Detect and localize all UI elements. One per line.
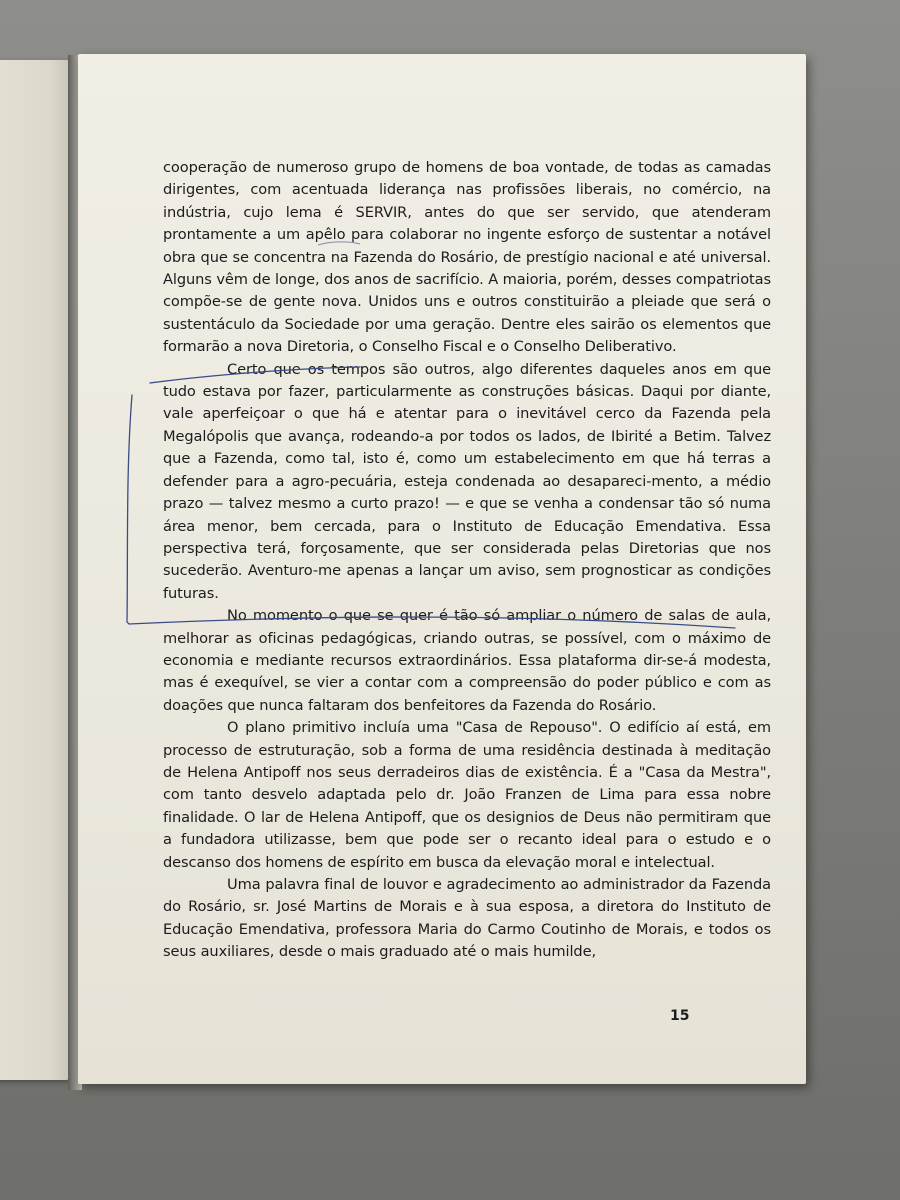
pen-underline — [318, 242, 360, 245]
paragraph-3: No momento o que se quer é tão só ampliar o número de salas de aula, melhorar as oficinas pedagógicas, criando outras, se possível, com o máximo de economia e mediante recursos extraordinários. Essa plataforma dir-se-á modesta, mas é exequível, se vier a contar com a compreensão do poder público e com as doações que nunca faltaram dos benfeitores da Fazenda do Rosário. — [163, 607, 771, 714]
paragraph-1: cooperação de numeroso grupo de homens de boa vontade, de todas as camadas dirigentes, com acentuada liderança nas profissões liberais, no comércio, na indústria, cujo lema é SERVIR, antes do que ser servido, que atenderam prontamente a um apêlo para colaborar no ingente esforço de sustentar a notável obra que se concentra na Fazenda do Rosário, de prestígio nacional e até universal. Alguns vêm de longe, dos anos de sacrifício. A maioria, porém, desses compatriotas compõe-se de gente nova. Unidos uns e outros constituirão a pleiade que será o sustentáculo da Sociedade por uma geração. Dentre eles sairão os elementos que formarão a nova Diretoria, o Conselho Fiscal e o Conselho Deliberativo. — [163, 159, 771, 356]
page-number: 15 — [670, 1008, 690, 1024]
pen-bracket-line — [127, 367, 735, 628]
paragraph-4: O plano primitivo incluía uma "Casa de Repouso". O edifício aí está, em processo de estruturação, sob a forma de uma residência destinada à meditação de Helena Antipoff nos seus derradeiros dias de existência. É a "Casa da Mestra", com tanto desvelo adaptada pelo dr. João Franzen de Lima para essa nobre finalidade. O lar de Helena Antipoff, que os designios de Deus não permitiram que a fundadora utilizasse, bem que pode ser o recanto ideal para o estudo e o descanso dos homens de espírito em busca da elevação moral e intelectual. — [163, 719, 771, 871]
paragraph-2: Certo que os tempos são outros, algo diferentes daqueles anos em que tudo estava por fazer, particularmente as construções básicas. Daqui por diante, vale aperfeiçoar o que há e atentar para o inevitável cerco da Fazenda pela Megalópolis que avança, rodeando-a por todos os lados, de Ibirité a Betim. Talvez que a Fazenda, como tal, isto é, como um estabelecimento em que há terras a defender para a agro-pecuária, esteja condenada ao desapareci-mento, a médio prazo — talvez mesmo a curto prazo! — e que se venha a condensar tão só numa área menor, bem cercada, para o Instituto de Educação Emendativa. Essa perspectiva terá, forçosamente, que ser considerada pelas Diretorias que nos sucederão. Aventuro-me apenas a lançar um aviso, sem prognosticar as condições futuras. — [163, 360, 771, 602]
paragraph-5: Uma palavra final de louvor e agradecimento ao administrador da Fazenda do Rosário, sr. José Martins de Morais e à sua esposa, a diretora do Instituto de Educação Emendativa, professora Maria do Carmo Coutinho de Morais, e todos os seus auxiliares, desde o mais graduado até o mais humilde, — [163, 876, 771, 961]
